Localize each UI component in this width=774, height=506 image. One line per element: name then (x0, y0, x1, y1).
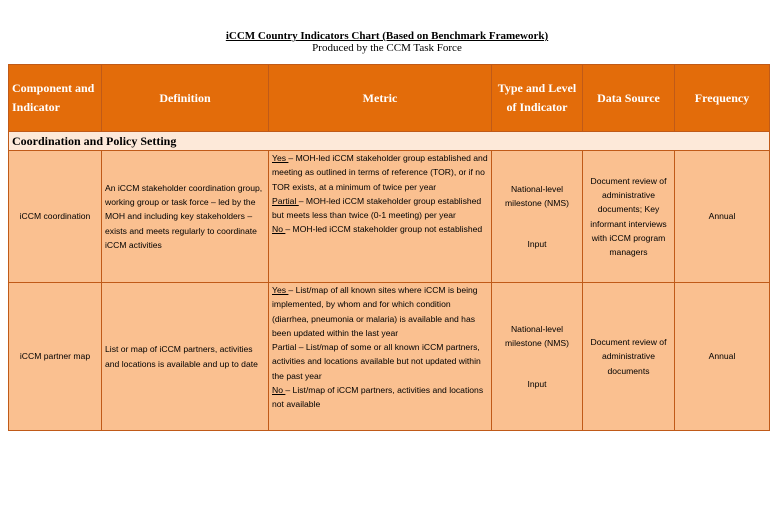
metric-no-label: No (272, 385, 286, 396)
metric-partial-label: Partial (272, 195, 299, 206)
col-header-source: Data Source (583, 65, 675, 132)
row-metric (269, 151, 492, 283)
col-header-frequency: Frequency (675, 65, 770, 132)
type-kind-text: Input (527, 378, 547, 389)
section-title: Coordination and Policy Setting (9, 132, 770, 151)
col-header-metric: Metric (269, 65, 492, 132)
row-indicator-name: iCCM partner map (9, 283, 102, 431)
indicators-table (8, 64, 770, 431)
row-frequency: Annual (675, 151, 770, 283)
metric-partial-text: – MOH-led iCCM stakeholder group established but meets less than twice (0-1 meeting) per year (272, 195, 482, 221)
metric-yes-text: – MOH-led iCCM stakeholder group established and meeting as outlined in terms of reference (TOR), or if no TOR exists, at a minimum of twice per year (272, 153, 488, 192)
document-subtitle: Produced by the CCM Task Force (312, 42, 462, 54)
metric-yes-label: Yes (272, 153, 289, 163)
document-header (0, 30, 774, 54)
metric-yes-text: – List/map of all known sites where iCCM is being implemented, by whom and for which condition (diarrhea, pneumonia or malaria) is available and has been updated within the last year (272, 285, 478, 338)
document-title: iCCM Country Indicators Chart (Based on Benchmark Framework) (225, 30, 549, 42)
row-indicator-name: iCCM coordination (9, 151, 102, 283)
metric-yes-label: Yes (272, 285, 289, 295)
row-type-level (492, 151, 583, 283)
type-level-text: National-level milestone (NMS) (505, 324, 569, 349)
metric-no-text: – List/map of iCCM partners, activities and locations not available (272, 385, 484, 410)
table-row (9, 151, 770, 283)
row-data-source: Document review of administrative documents; Key informant interviews with iCCM program managers (583, 151, 675, 283)
row-frequency: Annual (675, 283, 770, 431)
col-header-type: Type and Level of Indicator (492, 65, 583, 132)
row-definition: An iCCM stakeholder coordination group, working group or task force – led by the MOH and including key stakeholders – exists and meets regularly to coordinate iCCM activities (102, 151, 269, 283)
metric-partial-text: Partial – List/map of some or all known iCCM partners, activities and locations available but not updated within the past year (272, 342, 481, 381)
type-kind-text: Input (527, 238, 547, 249)
row-data-source: Document review of administrative documents (583, 283, 675, 431)
row-definition: List or map of iCCM partners, activities and locations is available and up to date (102, 283, 269, 431)
table-row (9, 283, 770, 431)
metric-no-label: No (272, 224, 286, 235)
col-header-definition: Definition (102, 65, 269, 132)
section-row (9, 132, 770, 151)
type-level-text: National-level milestone (NMS) (505, 184, 569, 209)
row-metric (269, 283, 492, 431)
table-header-row (9, 65, 770, 132)
metric-no-text: – MOH-led iCCM stakeholder group not established (285, 224, 483, 235)
col-header-component: Component and Indicator (9, 65, 102, 132)
row-type-level (492, 283, 583, 431)
